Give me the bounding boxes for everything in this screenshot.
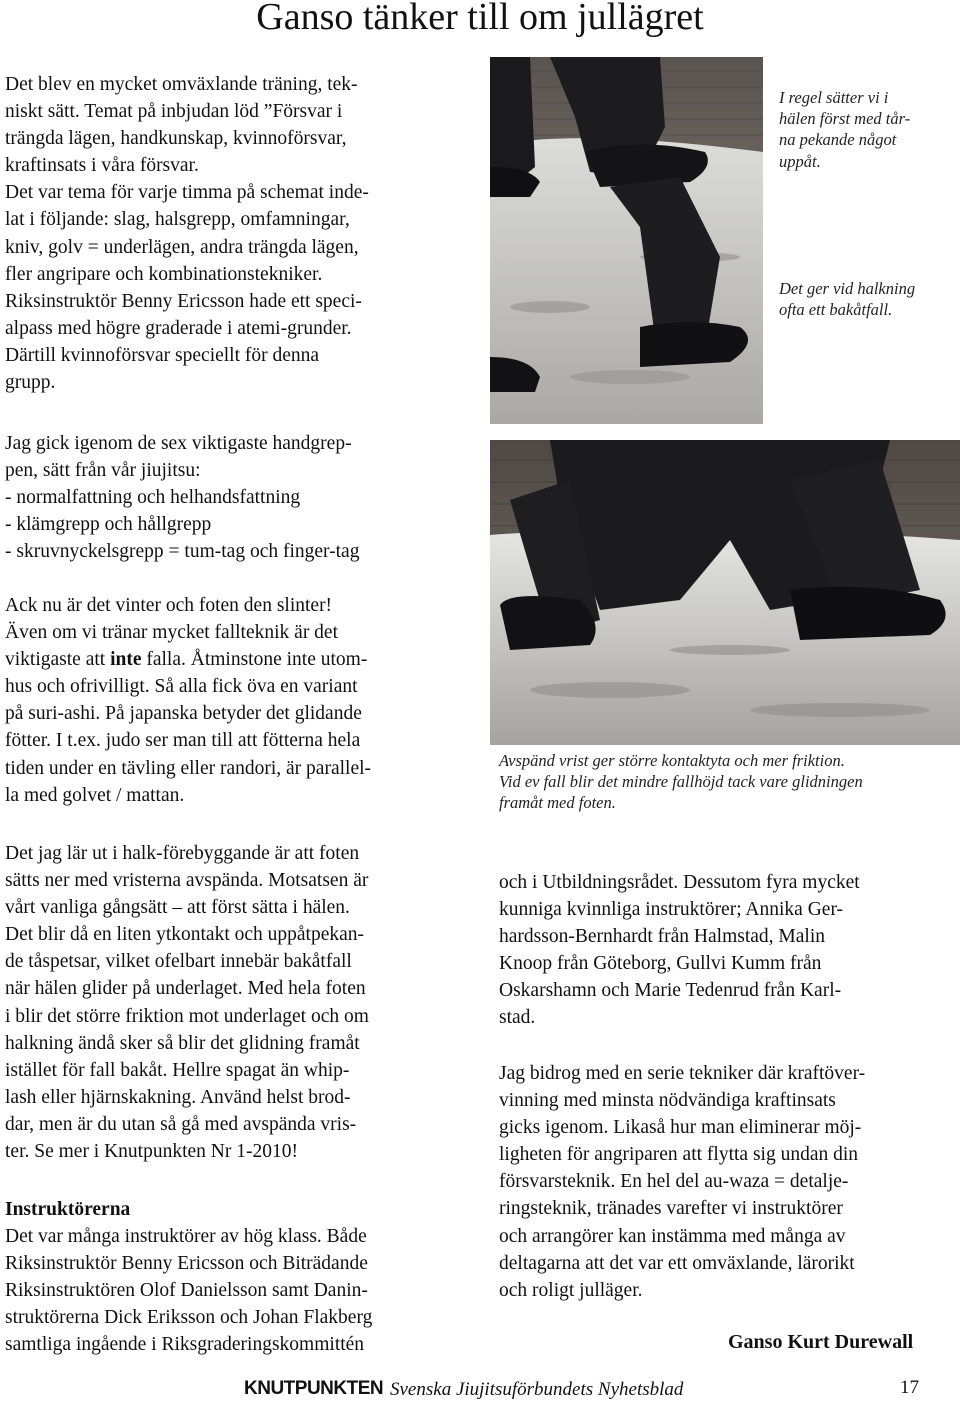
text-line: ter. Se mer i Knutpunkten Nr 1-2010! (5, 1141, 298, 1163)
text-line: stad. (499, 1007, 536, 1029)
text-line: samtliga ingående i Riksgraderingskommittén (5, 1334, 365, 1356)
caption-heel-first (779, 87, 959, 172)
text-line: fler angripare och kombinationstekniker. (5, 263, 323, 285)
text-line: na pekande något (779, 130, 897, 150)
paragraph-winter (5, 592, 477, 809)
page-number: 17 (900, 1377, 919, 1398)
paragraph-intro (5, 71, 477, 396)
text-line: Vid ev fall blir det mindre fallhöjd tack vare glidningen (499, 772, 863, 792)
text-line: Det ger vid halkning (779, 279, 916, 298)
text-line: lat i följande: slag, halsgrepp, omfamningar, (5, 209, 350, 231)
paragraph-grips (5, 430, 477, 565)
text-line: lash eller hjärnskakning. Använd helst brod- (5, 1086, 351, 1108)
text-line: trängda lägen, handkunskap, kvinnoförsvar, (5, 128, 347, 150)
text-line: Avspänd vrist ger större kontaktyta och mer friktion. (499, 751, 845, 770)
text-line: hardsson-Bernhardt från Halmstad, Malin (499, 926, 825, 948)
text-line: niskt sätt. Temat på inbjudan löd ”Försvar i (5, 101, 343, 123)
text-line: och arrangörer kan instämma med många av (499, 1225, 846, 1247)
text-line: deltagarna att det var ett omväxlande, lärorikt (499, 1252, 855, 1274)
text-line: de tåspetsar, vilket ofelbart innebär bakåtfall (5, 951, 352, 973)
paragraph-female-instructors (499, 869, 954, 1032)
text-line: när hälen glider på underlaget. Med hela foten (5, 978, 366, 1000)
paragraph-instructors (5, 1196, 477, 1359)
text-line: Oskarshamn och Marie Tedenrud från Karl- (499, 980, 842, 1002)
text-line: Riksinstruktör Benny Ericsson och Biträdande (5, 1253, 368, 1275)
text-line: Det blir då en liten ytkontakt och uppåtpekan- (5, 924, 365, 946)
page-footer (0, 1376, 960, 1404)
text-line: Det var många instruktörer av hög klass. Både (5, 1226, 367, 1248)
text-line: grupp. (5, 372, 56, 394)
text-line: Därtill kvinnoförsvar speciellt för denna (5, 344, 320, 366)
photo-relaxed-ankle-step (490, 440, 960, 745)
text-line: kraftinsats i våra försvar. (5, 155, 199, 177)
magazine-brand: KNUTPUNKTEN (244, 1378, 384, 1399)
text-line: dar, men är du utan så gå med avspända vris- (5, 1113, 357, 1135)
text-line: alpass med högre graderade i atemi-grunder. (5, 317, 352, 339)
text-line: uppåt. (779, 151, 821, 171)
text-line: vårt vanliga gångsätt – att först sätta i hälen. (5, 897, 350, 919)
text-line: pen, sätt från vår jiujitsu: (5, 460, 201, 482)
text-line: Ack nu är det vinter och foten den slinter! (5, 595, 333, 616)
text-line: ofta ett bakåtfall. (779, 300, 893, 320)
text-line: - skruvnyckelsgrepp = tum-tag och finger-tag (5, 541, 360, 563)
text-line: vinning med minsta nödvändiga kraftinsats (499, 1090, 836, 1112)
text-line: och i Utbildningsrådet. Dessutom fyra mycket (499, 872, 860, 893)
text-line: Jag gick igenom de sex viktigaste handgrep- (5, 433, 352, 454)
text-line: tiden under en tävling eller randori, är parallel- (5, 757, 372, 779)
text-line: struktörerna Dick Eriksson och Johan Flakberg (5, 1307, 373, 1329)
text-line: hälen först med tår- (779, 109, 911, 129)
text-line: Det var tema för varje timma på schemat inde- (5, 182, 369, 204)
text-line: kniv, golv = underlägen, andra trängda lägen, (5, 236, 359, 258)
caption-relaxed-ankle (499, 750, 954, 814)
text-line: Även om vi tränar mycket fallteknik är det (5, 622, 339, 644)
text-line: Det jag lär ut i halk-förebyggande är att foten (5, 843, 360, 864)
text-line: istället för fall bakåt. Hellre spagat än whip- (5, 1059, 350, 1081)
text-line: fötter. I t.ex. judo ser man till att fötterna hela (5, 730, 361, 752)
text-line: sätts ner med vristerna avspända. Motsatsen är (5, 870, 369, 892)
text-line: framåt med foten. (499, 793, 616, 813)
text-line: Det blev en mycket omväxlande träning, tek- (5, 74, 358, 95)
paragraph-slip-prevention (5, 840, 477, 1165)
text-line: och roligt julläger. (499, 1279, 643, 1301)
emphasis-inte: inte (110, 649, 142, 671)
text-line: Knoop från Göteborg, Gullvi Kumm från (499, 953, 822, 975)
text-line: på suri-ashi. På japanska betyder det glidande (5, 703, 362, 725)
text-line: ringsteknik, tränades varefter vi instruktörer (499, 1198, 843, 1220)
text-line: halkning ändå sker så blir det glidning framåt (5, 1032, 360, 1054)
text-line: la med golvet / mattan. (5, 784, 185, 806)
text-line: Riksinstruktören Olof Danielsson samt Danin- (5, 1280, 368, 1302)
photo-heel-first-step (490, 57, 763, 424)
text-line: försvarsteknik. En hel del au-waza = detalje- (499, 1171, 849, 1193)
text-line: I regel sätter vi i (779, 88, 889, 107)
text-line: Jag bidrog med en serie tekniker där kraftöver- (499, 1063, 866, 1084)
text-line: i blir det större friktion mot underlaget och om (5, 1005, 369, 1027)
text-line: hus och ofrivilligt. Så alla fick öva en variant (5, 676, 358, 698)
caption-backward-fall (779, 278, 959, 320)
text-line: gicks igenom. Likaså hur man eliminerar möj- (499, 1117, 862, 1139)
text-line: Riksinstruktör Benny Ericsson hade ett speci- (5, 290, 362, 312)
paragraph-techniques (499, 1060, 954, 1304)
text-line: - klämgrepp och hållgrepp (5, 514, 212, 536)
text-line: ligheten för angriparen att flytta sig undan din (499, 1144, 859, 1166)
section-heading-instructors: Instruktörerna (5, 1199, 131, 1220)
author-signature: Ganso Kurt Durewall (728, 1331, 914, 1353)
article-title: Ganso tänker till om jullägret (256, 0, 704, 38)
text-line: kunniga kvinnliga instruktörer; Annika Ger- (499, 899, 844, 921)
text-line: - normalfattning och helhandsfattning (5, 487, 301, 509)
text-line: viktigaste att inte falla. Åtminstone inte utom- (5, 649, 368, 671)
magazine-subtitle: Svenska Jiujitsuförbundets Nyhetsblad (390, 1379, 684, 1400)
